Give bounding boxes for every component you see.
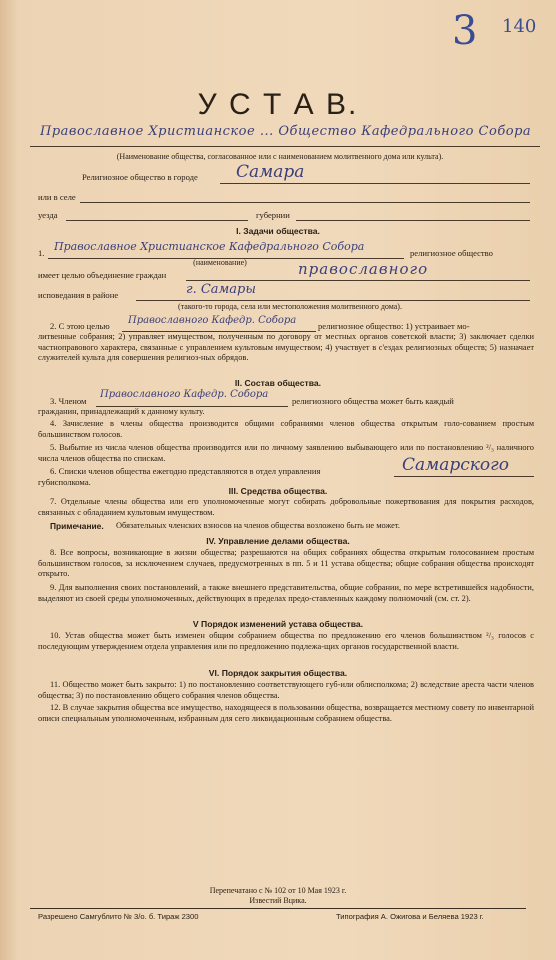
corner-number: 3 — [452, 8, 478, 54]
village-label: или в селе — [38, 192, 76, 202]
gubernia-handwritten: Самарского — [402, 455, 509, 475]
section-1-purpose-handwritten: Православного Кафедр. Собора — [128, 315, 297, 326]
para-9: 9. Для выполнения своих постановлений, а также внешнего представительства, общие собрании, по мере встретившейся надобности, выделяют из своей среды уполномоченных, действующих в пределах предо-ставленных каждому полномочий (см. ст. 2). — [38, 583, 534, 603]
para-8: 8. Все вопросы, возникающие в жизни общества; разрешаются на общих собраниях общества открытым голосованием простым большинством голосов, за исключением случаев, предусмотренных в пп. 5 и 11 устава общества; общие собрания общества происходят открыто. — [38, 548, 534, 579]
section-5-heading: V Порядок изменений устава общества. — [192, 619, 364, 629]
para-3-end: религиозного общества может быть каждый — [292, 396, 454, 406]
para-1-number: 1. — [38, 248, 45, 258]
note-text: Обязательных членских взносов на членов общества возложено быть не может. — [116, 521, 400, 530]
para-2-end: религиозное общество: 1) устраивает мо- — [318, 321, 470, 331]
faith-handwritten: православного — [298, 260, 429, 278]
district-handwritten: г. Самары — [186, 282, 256, 297]
section-6-heading: VI. Порядок закрытия общества. — [208, 668, 348, 678]
section-2-heading: II. Состав общества. — [234, 378, 322, 388]
para-2-body: литвенные собрания; 2) управляет имуществом, полученным по договору от местных органов советской власти; 3) заключает сделки частноправового характера, связанные с управлением культовым имуществом; 4) участвует в с'ездах религиозных обществ; 5) назначает служителей культа для совершения религиоз-ных обрядов. — [38, 332, 534, 363]
para-10: 10. Устав общества может быть изменен общим собранием общества по предложению его членов большинством ²/₃ голосов с последующим утверждением отдела управления или по предложению подлежа-щих органов государственной власти. — [38, 631, 534, 651]
para-3-body: гражданин, принадлежащий к данному культу. — [38, 407, 205, 416]
city-label: Религиозное общество в городе — [82, 172, 198, 182]
goal-label: имеет целью объединение граждан — [38, 270, 167, 280]
note-label: Примечание. — [50, 521, 104, 531]
footer-printer: Типография А. Ожигова и Беляева 1923 г. — [336, 912, 484, 921]
confession-label: исповедания в районе — [38, 290, 119, 300]
society-name-caption: (Наименование общества, согласованное или с наименованием молитвенного дома или культа). — [116, 152, 444, 161]
para-6-end: губисполкома. — [38, 477, 91, 487]
reprint-line-2: Известий Вцика. — [249, 896, 307, 905]
section-2-member-handwritten: Православного Кафедр. Собора — [100, 389, 269, 400]
corner-page-number: 140 — [502, 16, 537, 37]
society-name-handwritten: Православное Христианское ... Общество Кафедрального Собора — [40, 124, 532, 139]
gubernia-label: губернии — [256, 210, 290, 220]
section-4-heading: IV. Управление делами общества. — [206, 536, 350, 546]
city-handwritten: Самара — [236, 162, 305, 182]
section-3-heading: III. Средства общества. — [228, 486, 328, 496]
para-7: 7. Отдельные члены общества или его уполномоченные могут собирать добровольные пожертвования для покрытия расходов, связанных с обладанием культовым имуществом. — [38, 497, 534, 517]
section-1-heading: I. Задачи общества. — [236, 226, 320, 236]
document-title: У С Т А В. — [197, 88, 359, 121]
para-11: 11. Общество может быть закрыто: 1) по постановлению соответствующего губ-или облисполкома; 2) вследствие ареста части членов общества; 3) по постановлению общего собрания членов общества. — [38, 680, 534, 700]
section-1-society-handwritten: Православное Христианское Кафедрального Собора — [54, 240, 365, 253]
para-12: 12. В случае закрытия общества все имущество, находящееся в пользовании общества, возвращается местному совету по инвентарной описи специальным уполномоченным, избранным для сего ликвидационным собранием общества. — [38, 703, 534, 723]
para-6-start: 6. Списки членов общества ежегодно представляются в отдел управления — [50, 466, 321, 476]
para-3-start: 3. Членом — [50, 396, 87, 406]
para-4: 4. Зачисление в члены общества производится общими собраниями членов общества открытым голо-сованием простым большинством голосов. — [38, 419, 534, 439]
para-5: 5. Выбытие из числа членов общества производится или по личному заявлению выбывающего или по постановлению ²/₃ наличного числа членов общества по спискам. — [38, 443, 534, 463]
uezd-label: уезда — [38, 210, 58, 220]
place-caption: (такого-то города, села или местоположения молитвенного дома). — [178, 302, 402, 311]
para-2-start: 2. С этою целью — [50, 321, 110, 331]
footer-permission: Разрешено Самгублито № 3/о. б. Тираж 2300 — [38, 912, 199, 921]
reprint-line-1: Перепечатано с № 102 от 10 Мая 1923 г. — [209, 886, 347, 895]
naimenovanie-caption: (наименование) — [193, 258, 247, 267]
religious-society-label: религиозное общество — [410, 248, 493, 258]
